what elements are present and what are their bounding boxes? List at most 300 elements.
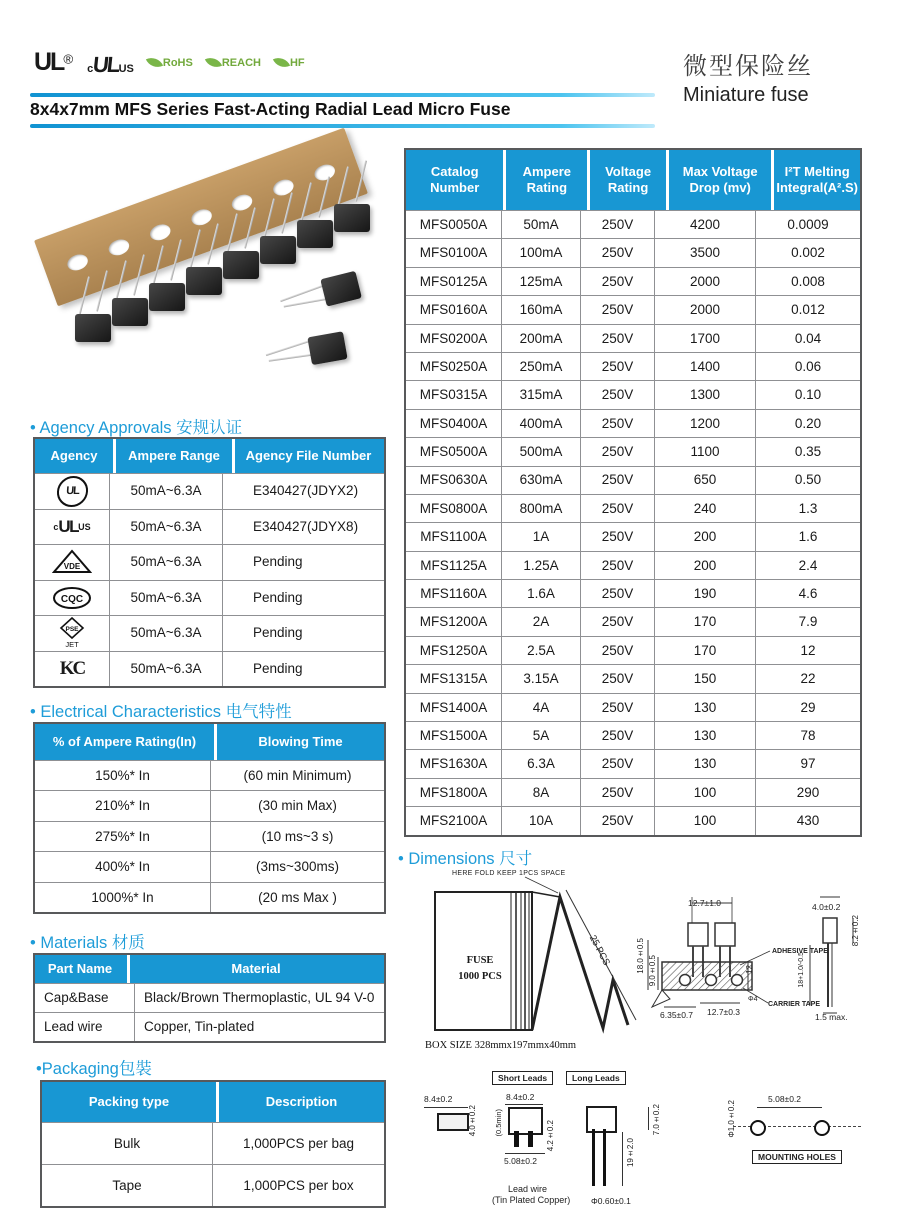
voltage-rating: 250V [581,494,655,522]
max-voltage-drop: 170 [655,607,756,635]
i2t-integral: 7.9 [756,607,860,635]
table-row [35,473,384,509]
spec-col-i2t: I²T Melting Integral(A².S) [776,163,858,195]
svg-text:VDE: VDE [63,562,81,572]
voltage-rating: 250V [581,324,655,352]
ampere-rating: 50mA [502,210,581,238]
dim-side-height: 8.2±0.2 [851,915,860,947]
catalog-number: MFS0630A [406,466,502,494]
catalog-number: MFS1400A [406,693,502,721]
catalog-number: MFS1200A [406,607,502,635]
voltage-rating: 250V [581,721,655,749]
table-row [406,409,860,437]
agency-table-header [35,439,384,473]
voltage-rating: 250V [581,380,655,408]
dimension-line [505,1104,543,1105]
ampere-rating: 200mA [502,324,581,352]
ampere-rating: 250mA [502,352,581,380]
max-voltage-drop: 130 [655,749,756,777]
ampere-rating: 8A [502,778,581,806]
table-row [406,324,860,352]
fuse-body [297,220,333,248]
cul-logo-text: UL [58,516,79,536]
table-row [35,760,384,790]
cul-prefix: c [53,521,59,532]
carrier-tape-label: CARRIER TAPE [768,1001,820,1008]
elec-col-pct: % of Ampere Rating(In) [35,724,217,760]
catalog-number: MFS1160A [406,579,502,607]
i2t-integral: 1.3 [756,494,860,522]
blowing-time: (20 ms Max ) [211,882,384,912]
reach-label: REACH [221,56,261,69]
max-voltage-drop: 200 [655,551,756,579]
table-row [42,1122,384,1164]
blowing-time: (30 min Max) [211,790,384,820]
dim-side-width: 4.0±0.2 [812,902,841,912]
pct-rating: 1000%* In [35,882,211,912]
i2t-integral: 0.002 [756,238,860,266]
fold-box-drawing [425,868,645,1035]
material-value: Black/Brown Thermoplastic, UL 94 V-0 [135,983,384,1012]
voltage-rating: 250V [581,352,655,380]
i2t-integral: 1.6 [756,522,860,550]
fuse-lead [592,1129,595,1186]
ampere-range: 50mA~6.3A [110,651,223,687]
long-leads-label: Long Leads [566,1071,626,1085]
dim-body-height: 7.0±0.2 [652,1104,661,1136]
table-row [406,295,860,323]
cul-prefix: c [87,63,94,75]
rohs-badge [148,56,193,69]
pack-col-desc: Description [265,1093,338,1109]
product-name-chinese: 微型保险丝 [683,53,813,80]
ul-logo-icon [34,48,73,77]
max-voltage-drop: 3500 [655,238,756,266]
table-row [406,466,860,494]
i2t-integral: 12 [756,636,860,664]
i2t-integral: 0.008 [756,267,860,295]
voltage-rating: 250V [581,579,655,607]
ul-circle-logo-icon [35,473,110,509]
max-voltage-drop: 100 [655,778,756,806]
hf-leaf-icon [273,54,290,71]
kc-logo-text: KC [59,657,85,679]
mounting-hole [814,1120,830,1136]
blowing-time: (3ms~300ms) [211,851,384,881]
catalog-number: MFS2100A [406,806,502,834]
fuse-body [223,251,259,279]
fuse-body [334,204,370,232]
ampere-range: 50mA~6.3A [110,473,223,509]
voltage-rating: 250V [581,409,655,437]
spec-col-voltage: Voltage Rating [590,150,669,210]
dimensions-section-title: • Dimensions 尺寸 [398,850,533,868]
agency-file-number: Pending [223,615,384,651]
dim-height-total: 18.0±0.5 [636,938,645,974]
ampere-range: 50mA~6.3A [110,615,223,651]
table-row [406,664,860,692]
blowing-time: (10 ms~3 s) [211,821,384,851]
table-row [406,778,860,806]
reach-badge [207,56,261,69]
catalog-number: MFS1800A [406,778,502,806]
ampere-rating: 800mA [502,494,581,522]
ampere-range: 50mA~6.3A [110,509,223,545]
max-voltage-drop: 130 [655,693,756,721]
fuse-top-view [437,1113,469,1131]
packaging-section-title: •Packaging包裝 [36,1060,152,1078]
catalog-number: MFS1630A [406,749,502,777]
table-row [406,551,860,579]
i2t-integral: 430 [756,806,860,834]
dim-pitch-top: 12.7±1.0 [688,898,722,908]
dimension-line [505,1153,545,1154]
table-row [42,1164,384,1206]
svg-text:PSE: PSE [65,626,79,634]
packaging-table-header [42,1082,384,1122]
registered-mark: ® [63,51,74,67]
catalog-number: MFS0315A [406,380,502,408]
ampere-rating: 2.5A [502,636,581,664]
fuse-lead [603,1129,606,1186]
table-row [406,494,860,522]
mounting-holes-label: MOUNTING HOLES [752,1150,842,1164]
dim-height-tape: 9.0±0.5 [648,955,657,987]
table-row [35,821,384,851]
mounting-hole [750,1120,766,1136]
voltage-rating: 250V [581,693,655,721]
pct-rating: 400%* In [35,851,211,881]
dim-long-lead-len: 19±2.0 [626,1138,635,1168]
table-row [35,851,384,881]
max-voltage-drop: 1400 [655,352,756,380]
pack-col-type: Packing type [42,1082,219,1122]
packing-type: Tape [42,1164,213,1206]
voltage-rating: 250V [581,267,655,295]
fuse-body [75,314,111,342]
dim-side-max: 1.5 max. [815,1012,848,1022]
dim-lead-min: (0.5min) [494,1109,503,1137]
dim-front-width: 8.4±0.2 [506,1092,535,1102]
table-row [406,352,860,380]
dim-pitch-bottom: 12.7±0.3 [707,1007,741,1017]
max-voltage-drop: 2000 [655,295,756,323]
catalog-number: MFS0200A [406,324,502,352]
voltage-rating: 250V [581,437,655,465]
catalog-number: MFS1125A [406,551,502,579]
kc-logo-icon [35,651,110,687]
table-row [406,522,860,550]
packing-desc: 1,000PCS per box [213,1164,384,1206]
packaging-table [40,1080,386,1208]
catalog-number: MFS1100A [406,522,502,550]
part-name: Cap&Base [35,983,135,1012]
i2t-integral: 22 [756,664,860,692]
fuse-body [112,298,148,326]
catalog-number: MFS0800A [406,494,502,522]
i2t-integral: 0.50 [756,466,860,494]
cul-suffix: US [78,521,91,532]
table-row [406,693,860,721]
i2t-integral: 0.20 [756,409,860,437]
voltage-rating: 250V [581,806,655,834]
agency-col-range: Ampere Range [116,439,235,473]
ampere-rating: 4A [502,693,581,721]
tape-hole [189,206,214,227]
pse-jet-logo-icon [35,615,110,651]
packing-type: Bulk [42,1122,213,1164]
i2t-integral: 4.6 [756,579,860,607]
table-row [406,380,860,408]
voltage-rating: 250V [581,295,655,323]
product-name-english: Miniature fuse [683,84,809,106]
catalog-number: MFS0250A [406,352,502,380]
max-voltage-drop: 1100 [655,437,756,465]
max-voltage-drop: 4200 [655,210,756,238]
voltage-rating: 250V [581,607,655,635]
dimension-line [622,1132,623,1186]
dim-lead-pitch: 5.08±0.2 [504,1156,538,1166]
table-row [406,636,860,664]
voltage-rating: 250V [581,778,655,806]
ul-logo-text: UL [55,476,88,507]
max-voltage-drop: 100 [655,806,756,834]
i2t-integral: 0.0009 [756,210,860,238]
max-voltage-drop: 1700 [655,324,756,352]
table-row [35,615,384,651]
fuse-box-line1: FUSE [466,955,494,966]
electrical-table [33,722,386,914]
leadwire-label1: Lead wire [508,1184,548,1194]
pct-rating: 275%* In [35,821,211,851]
agency-file-number: Pending [223,580,384,616]
max-voltage-drop: 2000 [655,267,756,295]
rohs-leaf-icon [146,54,163,71]
ampere-rating: 1A [502,522,581,550]
max-voltage-drop: 1300 [655,380,756,408]
agency-col-agency: Agency [35,439,116,473]
table-row [406,238,860,266]
ampere-rating: 315mA [502,380,581,408]
max-voltage-drop: 650 [655,466,756,494]
ampere-rating: 630mA [502,466,581,494]
i2t-integral: 97 [756,749,860,777]
fuse-lead [266,340,310,356]
dim-short-lead-len: 4.2±0.2 [546,1120,555,1152]
cul-logo-text: UL [92,52,120,77]
cqc-logo-icon [35,580,110,616]
materials-table-header [35,955,384,983]
ampere-rating: 5A [502,721,581,749]
agency-table [33,437,386,688]
catalog-number: MFS0400A [406,409,502,437]
ampere-rating: 1.6A [502,579,581,607]
ampere-range: 50mA~6.3A [110,580,223,616]
blowing-time: (60 min Minimum) [211,760,384,790]
svg-text:CQC: CQC [60,593,84,605]
dim-side-total: 18+1.0/-0.5 [798,952,805,988]
voltage-rating: 250V [581,551,655,579]
tape-hole [230,191,255,212]
max-voltage-drop: 190 [655,579,756,607]
ampere-rating: 160mA [502,295,581,323]
i2t-integral: 0.10 [756,380,860,408]
electrical-section-title: • Electrical Characteristics 电气特性 [30,703,292,721]
box-size-label: BOX SIZE 328mmx197mmx40mm [425,1040,577,1051]
tape-section-drawing [640,885,905,1030]
table-row [406,267,860,295]
reach-leaf-icon [205,54,222,71]
table-row [406,210,860,238]
catalog-number: MFS0125A [406,267,502,295]
voltage-rating: 250V [581,466,655,494]
i2t-integral: 0.06 [756,352,860,380]
table-row [406,579,860,607]
i2t-integral: 0.04 [756,324,860,352]
spec-table-body [406,210,860,835]
table-row [406,437,860,465]
elec-col-time: Blowing Time [258,733,343,749]
fuse-body [260,236,296,264]
table-row [35,651,384,687]
ampere-rating: 3.15A [502,664,581,692]
catalog-number: MFS0100A [406,238,502,266]
ampere-rating: 2A [502,607,581,635]
i2t-integral: 0.012 [756,295,860,323]
dim-lead-spacing: 6.35±0.7 [660,1010,694,1020]
fuse-body [186,267,222,295]
table-row [35,1012,384,1041]
svg-text:JET: JET [65,640,79,650]
max-voltage-drop: 1200 [655,409,756,437]
max-voltage-drop: 150 [655,664,756,692]
cul-us-logo-icon [35,509,110,545]
cul-suffix: US [118,63,134,75]
agency-file-number: Pending [223,544,384,580]
fuse-lead [514,1131,519,1147]
divider-line-top [30,93,655,97]
fold-note: HERE FOLD KEEP 1PCS SPACE [452,870,566,877]
pct-rating: 150%* In [35,760,211,790]
tape-hole [147,221,172,242]
ampere-rating: 500mA [502,437,581,465]
i2t-integral: 29 [756,693,860,721]
spec-col-ampere: Ampere Rating [506,150,590,210]
vde-logo-icon [35,544,110,580]
i2t-integral: 290 [756,778,860,806]
ampere-rating: 1.25A [502,551,581,579]
ampere-rating: 125mA [502,267,581,295]
loose-fuse [278,271,363,319]
agency-file-number: E340427(JDYX8) [223,509,384,545]
packing-desc: 1,000PCS per bag [213,1122,384,1164]
ampere-rating: 10A [502,806,581,834]
table-row [35,580,384,616]
loose-fuse [264,331,348,374]
adhesive-tape-label: ADHESIVE TAPE [772,948,828,955]
table-row [35,544,384,580]
dim-lead-dia: Φ0.60±0.1 [591,1196,631,1206]
hf-label: HF [289,56,305,69]
part-name: Lead wire [35,1012,135,1041]
page-title: 8x4x7mm MFS Series Fast-Acting Radial Lead Micro Fuse [30,99,511,119]
rohs-label: RoHS [162,56,193,69]
max-voltage-drop: 240 [655,494,756,522]
voltage-rating: 250V [581,522,655,550]
table-row [35,790,384,820]
fuse-body [320,271,362,307]
ampere-rating: 400mA [502,409,581,437]
catalog-number: MFS1500A [406,721,502,749]
voltage-rating: 250V [581,664,655,692]
pct-rating: 210%* In [35,790,211,820]
mat-col-part: Part Name [35,955,130,983]
max-voltage-drop: 170 [655,636,756,664]
agency-section-title: • Agency Approvals 安规认证 [30,419,243,437]
product-photo [28,130,400,412]
voltage-rating: 250V [581,238,655,266]
spec-table [404,148,862,837]
table-row [406,607,860,635]
catalog-number: MFS0160A [406,295,502,323]
certification-logos [34,48,305,78]
fuse-body [149,283,185,311]
pcs-label: 25 PCS [586,933,612,968]
dimension-line [757,1107,822,1108]
materials-section-title: • Materials 材质 [30,934,145,952]
cul-us-logo-icon [87,52,134,78]
catalog-number: MFS0500A [406,437,502,465]
fuse-lead [269,353,315,361]
fuse-lead [284,298,330,308]
i2t-integral: 2.4 [756,551,860,579]
i2t-integral: 0.35 [756,437,860,465]
tape-hole [65,251,90,272]
voltage-rating: 250V [581,749,655,777]
max-voltage-drop: 200 [655,522,756,550]
catalog-number: MFS1315A [406,664,502,692]
voltage-rating: 250V [581,636,655,664]
i2t-integral: 78 [756,721,860,749]
electrical-table-header [35,724,384,760]
fuse-box-label [450,953,510,985]
fuse-box-line2: 1000 PCS [458,970,502,982]
table-row [35,882,384,912]
agency-file-number: Pending [223,651,384,687]
fuse-side-view [586,1106,617,1133]
spec-table-header [406,150,860,210]
catalog-number: MFS1250A [406,636,502,664]
voltage-rating: 250V [581,210,655,238]
table-row [406,806,860,834]
hf-badge [275,56,305,69]
dim-hole-dia: Φ4 [748,996,758,1003]
catalog-number: MFS0050A [406,210,502,238]
tape-hole [312,161,337,182]
ampere-rating: 100mA [502,238,581,266]
leadwire-label2: (Tin Plated Copper) [492,1195,571,1205]
fuse-lead [528,1131,533,1147]
table-row [406,749,860,777]
short-leads-label: Short Leads [492,1071,553,1085]
ul-logo-text: UL [34,48,64,76]
tape-hole [106,236,131,257]
dim-12: 12 [745,965,754,974]
table-row [35,983,384,1012]
mat-col-material: Material [231,960,281,976]
dim-top-width: 8.4±0.2 [424,1094,453,1104]
fuse-body [307,331,347,365]
